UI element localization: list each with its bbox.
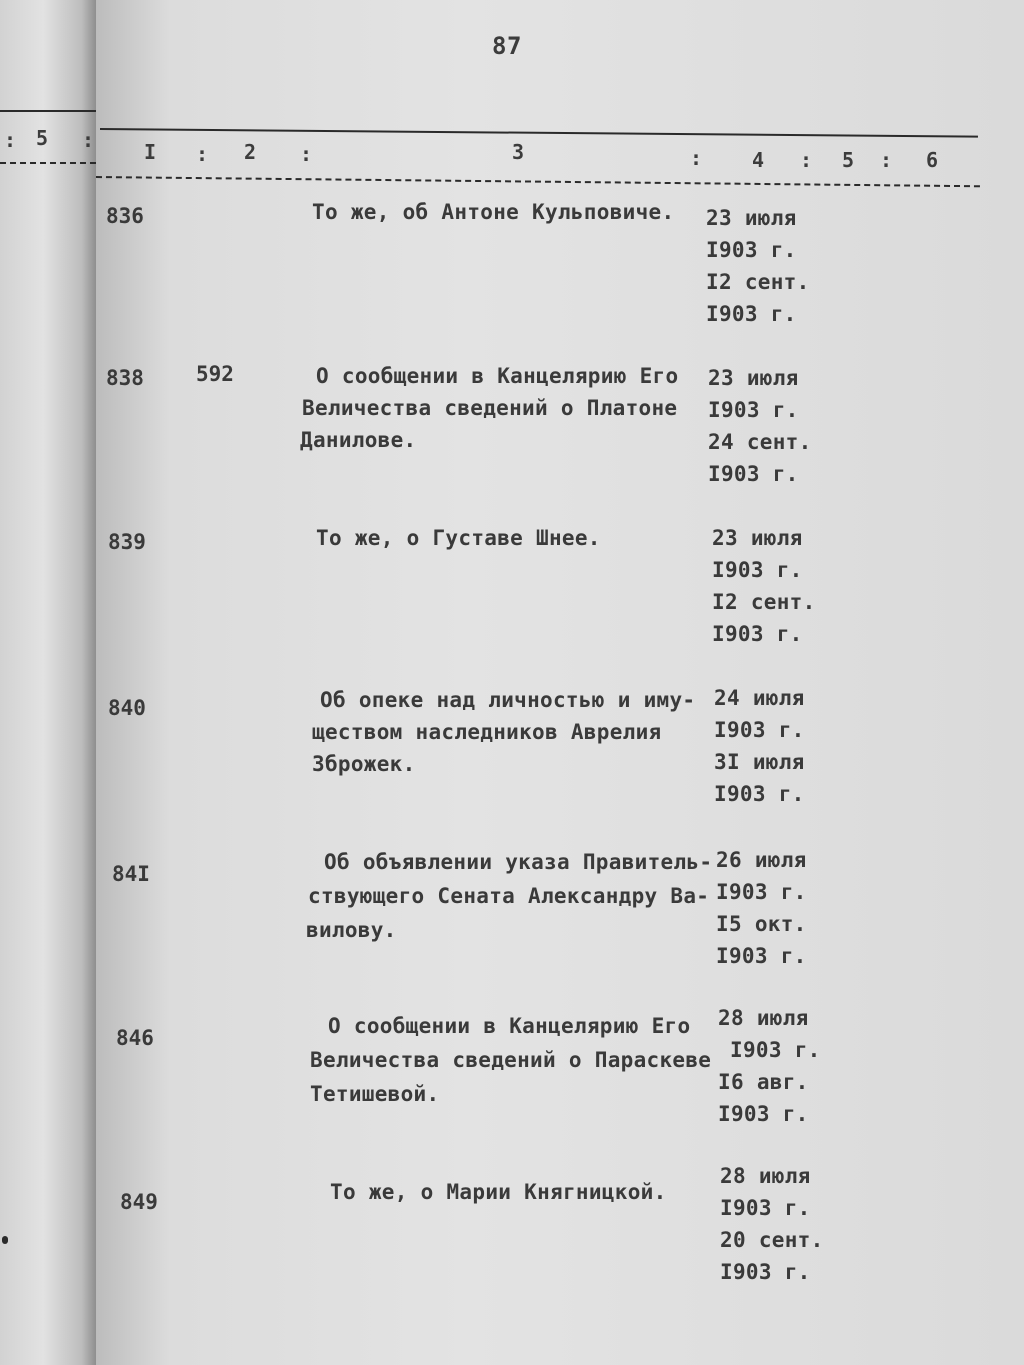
header-col-4: 4 [752, 148, 765, 172]
header-col-1: I [144, 140, 157, 164]
entry-date: 23 июля [712, 526, 803, 550]
entry-number: 840 [108, 696, 146, 720]
entry-date: I2 сент. [712, 590, 816, 614]
entry-date: I5 окт. [716, 912, 807, 936]
entry-date: I6 авг. [718, 1070, 809, 1094]
left-header-rule-bottom [0, 162, 96, 164]
entry-description: Зброжек. [312, 752, 416, 776]
entry-description: Данилове. [300, 428, 417, 452]
entry-description: Величества сведений о Платоне [302, 396, 678, 420]
entry-date: 24 июля [714, 686, 805, 710]
header-col-3: 3 [512, 140, 525, 164]
entry-description: Об опеке над личностью и иму- [320, 688, 696, 712]
entry-number: 849 [120, 1190, 158, 1214]
entry-date: 28 июля [718, 1006, 809, 1030]
entry-date: I903 г. [720, 1196, 811, 1220]
entry-date: I903 г. [708, 462, 799, 486]
entry-date: I903 г. [718, 1102, 809, 1126]
left-header-rule-top [0, 110, 96, 112]
entry-date: 23 июля [706, 206, 797, 230]
entry-description: Величества сведений о Параскеве [310, 1048, 712, 1072]
entry-description: О сообщении в Канцелярию Его [328, 1014, 691, 1038]
entry-date: 24 сент. [708, 430, 812, 454]
left-page [0, 0, 96, 1365]
entry-date: I903 г. [730, 1038, 821, 1062]
entry-description: То же, об Антоне Кульповиче. [312, 200, 675, 224]
entry-date: I903 г. [714, 718, 805, 742]
ink-mark [2, 1236, 8, 1244]
entry-date: I903 г. [716, 944, 807, 968]
header-sep: : [800, 148, 813, 172]
entry-number: 838 [106, 366, 144, 390]
entry-number: 839 [108, 530, 146, 554]
entry-date: 28 июля [720, 1164, 811, 1188]
entry-date: 20 сент. [720, 1228, 824, 1252]
entry-description: О сообщении в Канцелярию Его [316, 364, 679, 388]
entry-description: То же, о Марии Княгницкой. [330, 1180, 667, 1204]
entry-description: вилову. [306, 918, 397, 942]
header-col-2: 2 [244, 140, 257, 164]
left-header-sep: : [82, 128, 95, 152]
entry-date: I903 г. [706, 302, 797, 326]
entry-date: I903 г. [706, 238, 797, 262]
entry-date: I903 г. [712, 558, 803, 582]
entry-date: I903 г. [720, 1260, 811, 1284]
entry-date: I2 сент. [706, 270, 810, 294]
page-number: 87 [492, 32, 522, 60]
entry-date: I903 г. [708, 398, 799, 422]
entry-description: ствующего Сената Александру Ва- [308, 884, 710, 908]
left-header-col: 5 [36, 126, 49, 150]
entry-number: 836 [106, 204, 144, 228]
entry-description: ществом наследников Аврелия [312, 720, 662, 744]
header-sep: : [690, 146, 703, 170]
header-col-6: 6 [926, 148, 939, 172]
entry-date: 3I июля [714, 750, 805, 774]
entry-description: То же, о Густаве Шнее. [316, 526, 601, 550]
entry-date: I903 г. [714, 782, 805, 806]
header-sep: : [300, 142, 313, 166]
entry-date: 23 июля [708, 366, 799, 390]
entry-description: Об объявлении указа Правитель- [324, 850, 713, 874]
left-header-sep: : [4, 128, 17, 152]
entry-date: I903 г. [716, 880, 807, 904]
entry-number: 846 [116, 1026, 154, 1050]
header-sep: : [196, 142, 209, 166]
entry-sub-number: 592 [196, 362, 234, 386]
header-col-5: 5 [842, 148, 855, 172]
entry-description: Тетишевой. [310, 1082, 440, 1106]
entry-date: I903 г. [712, 622, 803, 646]
entry-date: 26 июля [716, 848, 807, 872]
entry-number: 84I [112, 862, 150, 886]
header-sep: : [880, 148, 893, 172]
